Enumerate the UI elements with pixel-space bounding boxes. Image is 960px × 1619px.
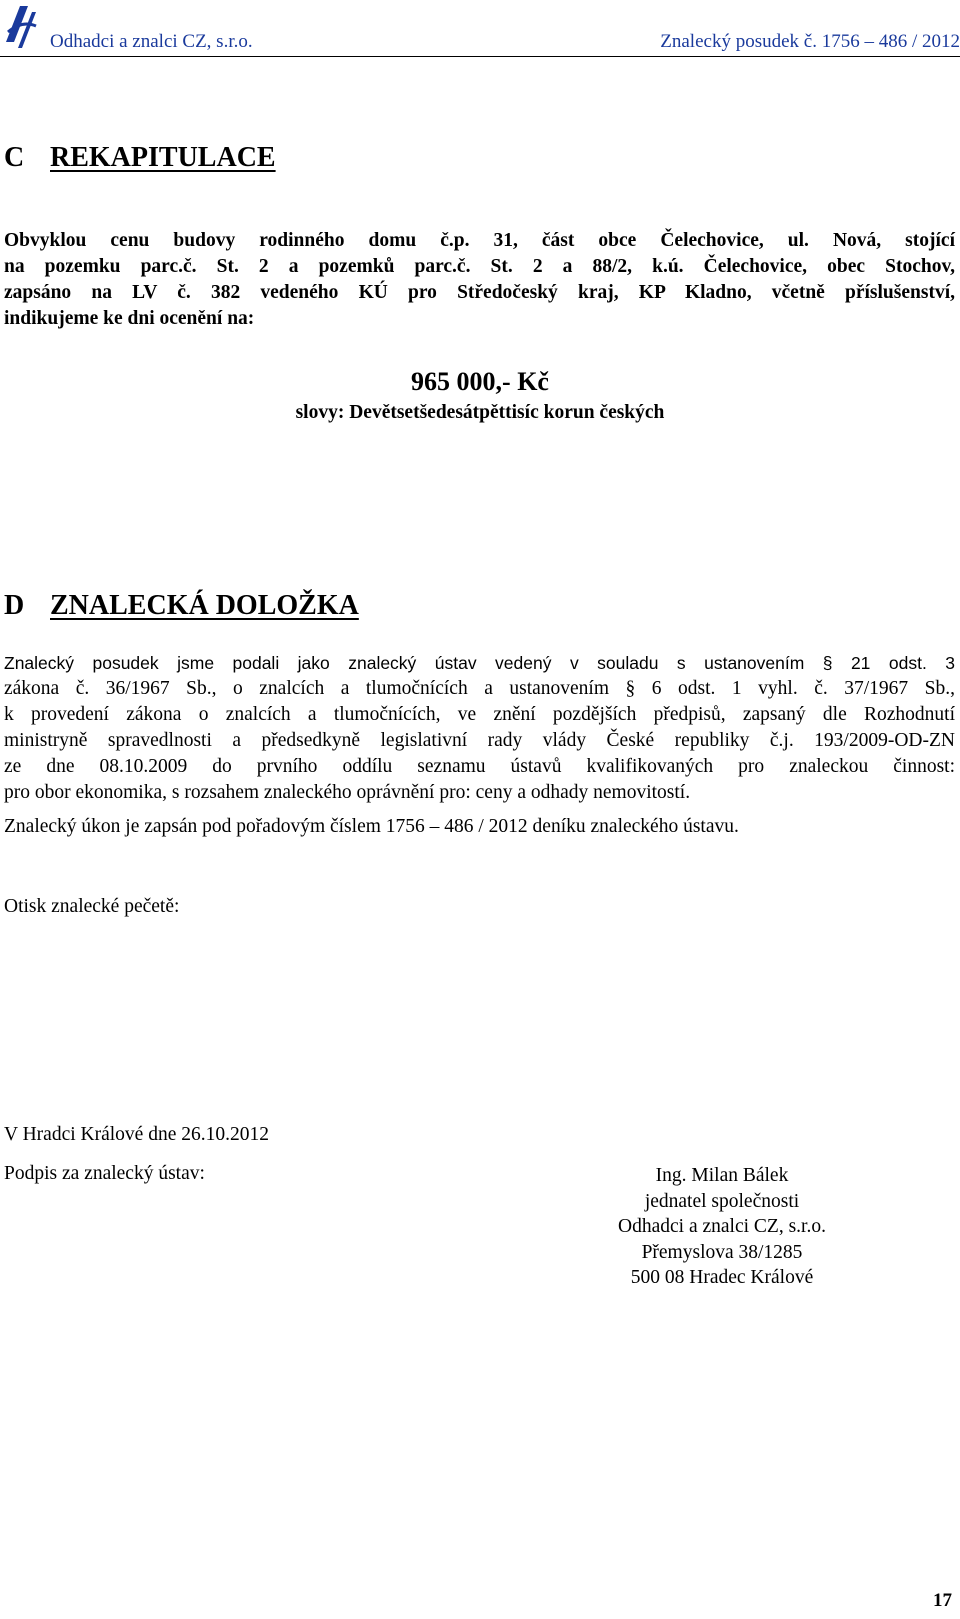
section-d-paragraph-1: [4, 650, 955, 806]
seal-label: Otisk znalecké pečetě:: [4, 896, 180, 917]
signatory-block: [592, 1163, 852, 1291]
section-d-paragraph-2: Znalecký úkon je zapsán pod pořadovým číslem 1756 – 486 / 2012 deníku znaleckého ústavu.: [4, 816, 739, 837]
signatory-name: Ing. Milan Bálek: [655, 1165, 789, 1186]
paragraph-line: ministryně spravedlnosti a předsedkyně legislativní rady vlády České republiky č.j. 193/2009-OD-ZN: [4, 730, 955, 751]
section-c-paragraph: [4, 228, 955, 332]
signatory-company: Odhadci a znalci CZ, s.r.o.: [618, 1216, 826, 1237]
signatory-role: jednatel společnosti: [644, 1190, 800, 1212]
signatory-street: Přemyslova 38/1285: [641, 1241, 803, 1263]
section-d-title: ZNALECKÁ DOLOŽKA: [50, 590, 359, 621]
section-c-letter: C: [4, 142, 25, 173]
paragraph-line: na pozemku parc.č. St. 2 a pozemků parc.č. St. 2 a 88/2, k.ú. Čelechovice, obec Stochov,: [4, 256, 955, 277]
valuation-price-words: slovy: Devětsetšedesátpěttisíc korun českých: [295, 402, 665, 423]
page-number: 17: [933, 1590, 952, 1611]
header-divider: [0, 56, 960, 57]
paragraph-line: zapsáno na LV č. 382 vedeného KÚ pro Středočeský kraj, KP Kladno, včetně příslušenství,: [4, 282, 955, 303]
paragraph-line: Znalecký posudek jsme podali jako znalecký ústav vedený v souladu s ustanovením § 21 odst. 3: [4, 653, 955, 673]
paragraph-line: zákona č. 36/1967 Sb., o znalcích a tlumočnících a ustanovením § 6 odst. 1 vyhl. č. 37/1967 Sb.,: [4, 678, 955, 699]
paragraph-line: ze dne 08.10.2009 do prvního oddílu seznamu ústavů kvalifikovaných pro znaleckou činnost:: [4, 756, 955, 777]
header-document-ref: Znalecký posudek č. 1756 – 486 / 2012: [660, 31, 960, 52]
section-c-heading: [4, 142, 276, 174]
signature-label: Podpis za znalecký ústav:: [4, 1163, 205, 1184]
company-logo-icon: [4, 2, 38, 52]
place-and-date: V Hradci Králové dne 26.10.2012: [4, 1124, 269, 1145]
paragraph-line: pro obor ekonomika, s rozsahem znaleckého oprávnění pro: ceny a odhady nemovitostí.: [4, 782, 691, 803]
signatory-city: 500 08 Hradec Králové: [630, 1267, 814, 1288]
valuation-price: 965 000,- Kč: [411, 367, 549, 396]
paragraph-line: Obvyklou cenu budovy rodinného domu č.p. 31, část obce Čelechovice, ul. Nová, stojící: [4, 230, 955, 251]
page-header: [0, 0, 960, 60]
section-d-heading: [4, 590, 359, 622]
paragraph-line: k provedení zákona o znalcích a tlumočnících, ve znění pozdějších předpisů, zapsaný dle Rozhodnutí: [4, 704, 955, 725]
section-c-title: REKAPITULACE: [50, 142, 276, 173]
paragraph-line: indikujeme ke dni ocenění na:: [4, 308, 255, 329]
section-d-letter: D: [4, 590, 25, 621]
header-company-name: Odhadci a znalci CZ, s.r.o.: [50, 31, 253, 52]
